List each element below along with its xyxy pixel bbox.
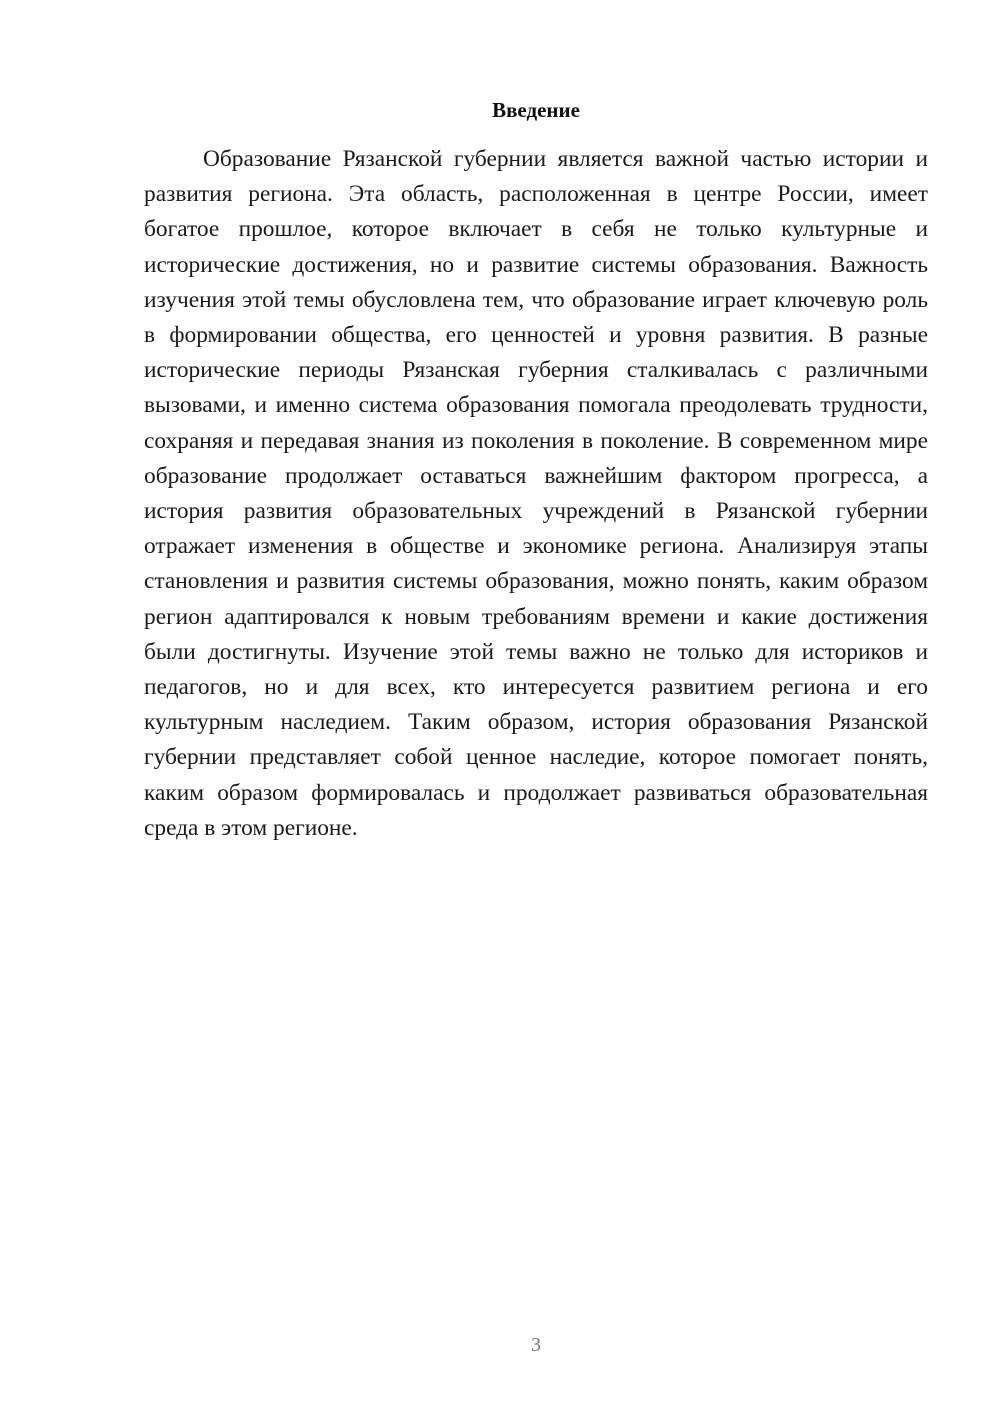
section-heading: Введение: [492, 98, 580, 122]
body-paragraph: Образование Рязанской губернии является важной частью истории и развития региона. Эта область, расположенная в центре России, имеет богатое прошлое, которое включает в себя не только культурные и исторические достижения, но и развитие системы образования. Важность изучения этой темы обусловлена тем, что образование играет ключевую роль в формировании общества, его ценностей и уровня развития. В разные исторические периоды Рязанская губерния сталкивалась с различными вызовами, и именно система образования помогала преодолевать трудности, сохраняя и передавая знания из поколения в поколение. В современном мире образование продолжает оставаться важнейшим фактором прогресса, а история развития образовательных учреждений в Рязанской губернии отражает изменения в обществе и экономике региона. Анализируя этапы становления и развития системы образования, можно понять, каким образом регион адаптировался к новым требованиям времени и какие достижения были достигнуты. Изучение этой темы важно не только для историков и педагогов, но и для всех, кто интересуется развитием региона и его культурным наследием. Таким образом, история образования Рязанской губернии представляет собой ценное наследие, которое помогает понять, каким образом формировалась и продолжает развиваться образовательная среда в этом регионе.: [144, 146, 928, 841]
page-number: 3: [531, 1334, 541, 1356]
